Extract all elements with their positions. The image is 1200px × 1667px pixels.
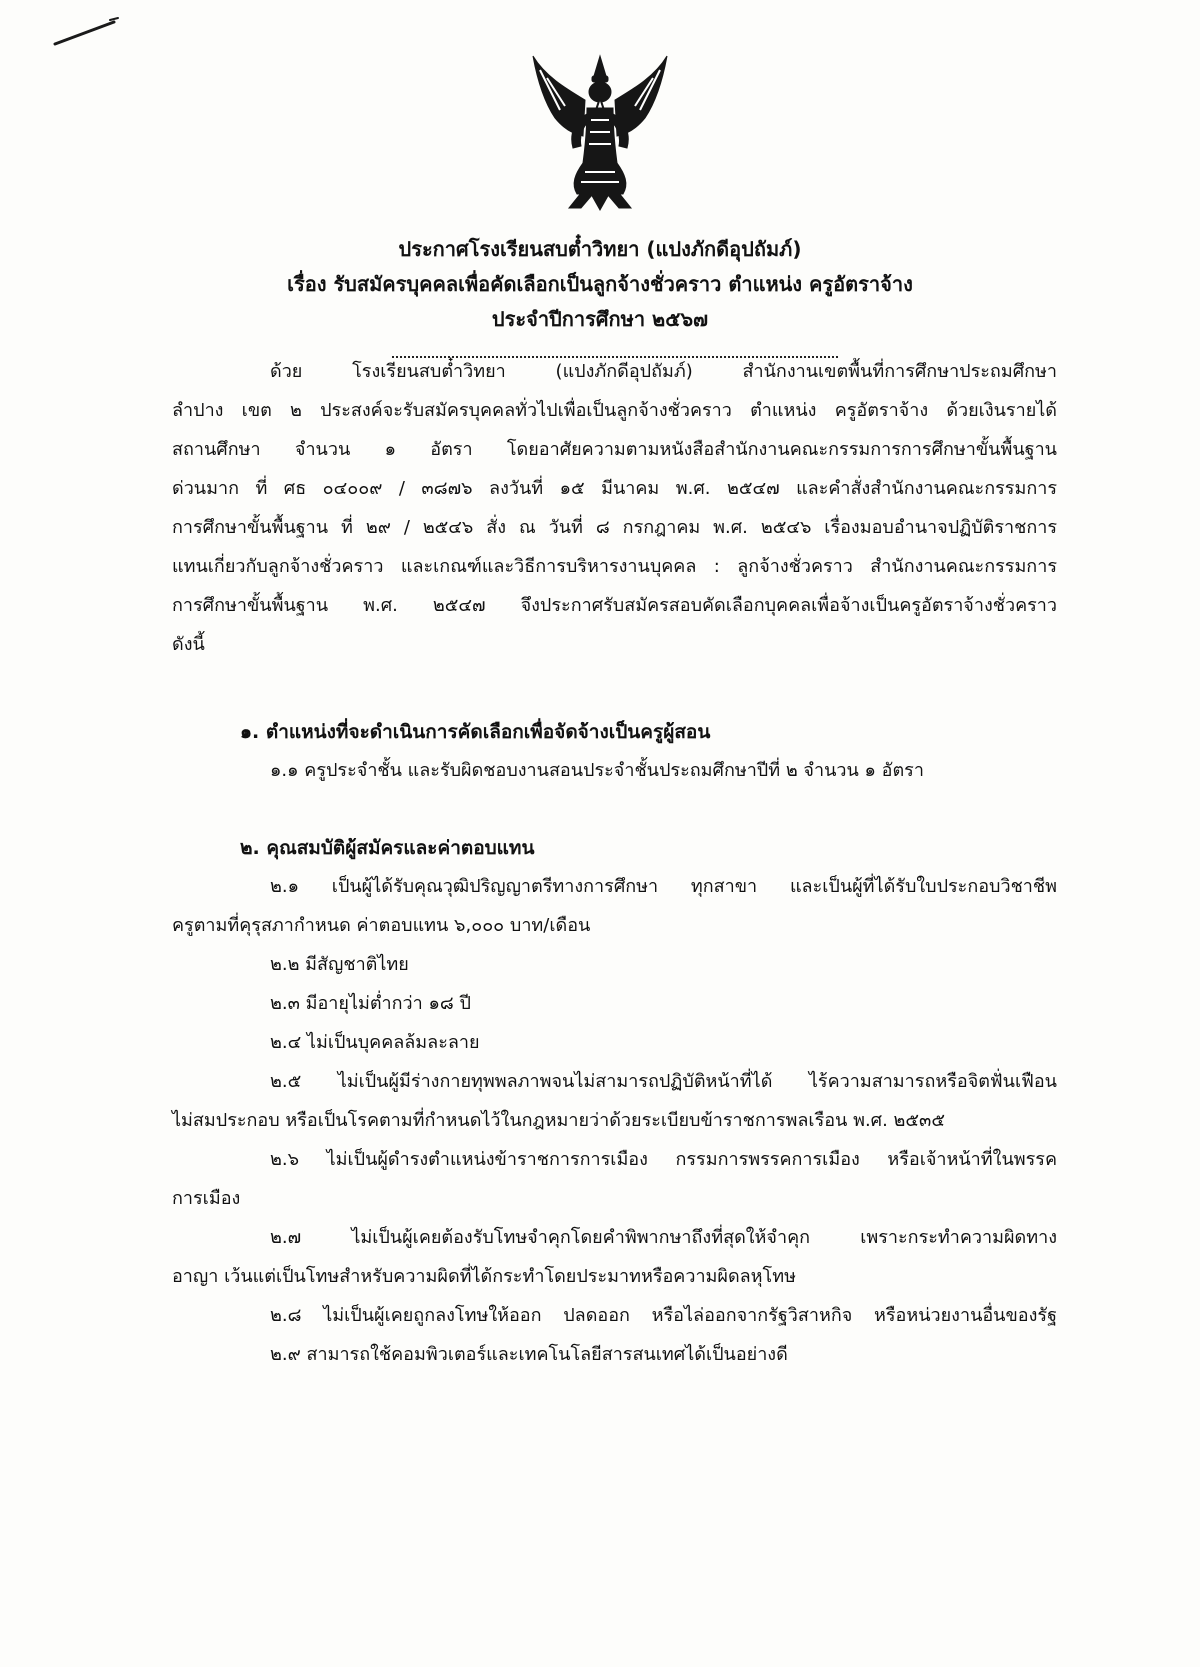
section-2-item-6a: ๒.๖ ไม่เป็นผู้ดำรงตำแหน่งข้าราชการการเมือง กรรมการพรรคการเมือง หรือเจ้าหน้าที่ในพรรค bbox=[270, 1149, 1057, 1170]
section-2-item-6b: การเมือง bbox=[172, 1188, 241, 1209]
section-1-item-1: ๑.๑ ครูประจำชั้น และรับผิดชอบงานสอนประจำชั้นประถมศึกษาปีที่ ๒ จำนวน ๑ อัตรา bbox=[270, 760, 924, 781]
section-1-title: ๑. ตำแหน่งที่จะดำเนินการคัดเลือกเพื่อจัดจ้างเป็นครูผู้สอน bbox=[240, 721, 711, 743]
section-2-item-7a: ๒.๗ ไม่เป็นผู้เคยต้องรับโทษจำคุกโดยคำพิพากษาถึงที่สุดให้จำคุก เพราะกระทำความผิดทาง bbox=[270, 1227, 1057, 1248]
intro-line-6: แทนเกี่ยวกับลูกจ้างชั่วคราว และเกณฑ์และวิธีการบริหารงานบุคคล : ลูกจ้างชั่วคราว สำนักงานคณะกรรมการ bbox=[172, 556, 1057, 577]
intro-line-3: สถานศึกษา จำนวน ๑ อัตรา โดยอาศัยความตามหนังสือสำนักงานคณะกรรมการการศึกษาขั้นพื้นฐาน bbox=[172, 439, 1057, 460]
section-2-item-4: ๒.๔ ไม่เป็นบุคคลล้มละลาย bbox=[270, 1032, 480, 1053]
garuda-emblem-icon bbox=[525, 48, 675, 213]
section-2-item-7b: อาญา เว้นแต่เป็นโทษสำหรับความผิดที่ได้กระทำโดยประมาทหรือความผิดลหุโทษ bbox=[172, 1266, 796, 1287]
intro-line-4: ด่วนมาก ที่ ศธ ๐๔๐๐๙ / ๓๘๗๖ ลงวันที่ ๑๕ มีนาคม พ.ศ. ๒๕๔๗ และคำสั่งสำนักงานคณะกรรมการ bbox=[172, 478, 1057, 499]
announcement-title: ประกาศโรงเรียนสบต๋ำวิทยา (แปงภักดีอุปถัมภ์) bbox=[398, 237, 802, 261]
section-2-title: ๒. คุณสมบัติผู้สมัครและค่าตอบแทน bbox=[240, 837, 535, 859]
pen-mark bbox=[52, 14, 122, 54]
section-2-item-3: ๒.๓ มีอายุไม่ต่ำกว่า ๑๘ ปี bbox=[270, 993, 471, 1014]
announcement-subject: เรื่อง รับสมัครบุคคลเพื่อคัดเลือกเป็นลูกจ้างชั่วคราว ตำแหน่ง ครูอัตราจ้าง bbox=[287, 272, 913, 296]
intro-line-2: ลำปาง เขต ๒ ประสงค์จะรับสมัครบุคคลทั่วไปเพื่อเป็นลูกจ้างชั่วคราว ตำแหน่ง ครูอัตราจ้าง ด้วยเงินรายได้ bbox=[172, 400, 1057, 421]
intro-line-5: การศึกษาขั้นพื้นฐาน ที่ ๒๙ / ๒๕๔๖ สั่ง ณ วันที่ ๘ กรกฎาคม พ.ศ. ๒๕๔๖ เรื่องมอบอำนาจปฏิบัติราชการ bbox=[172, 517, 1057, 538]
intro-line-7: การศึกษาขั้นพื้นฐาน พ.ศ. ๒๕๔๗ จึงประกาศรับสมัครสอบคัดเลือกบุคคลเพื่อจ้างเป็นครูอัตราจ้างชั่วคราว bbox=[172, 595, 1057, 616]
section-2-item-9: ๒.๙ สามารถใช้คอมพิวเตอร์และเทคโนโลยีสารสนเทศได้เป็นอย่างดี bbox=[270, 1344, 788, 1365]
intro-line-8: ดังนี้ bbox=[172, 634, 205, 655]
section-2-item-5a: ๒.๕ ไม่เป็นผู้มีร่างกายทุพพลภาพจนไม่สามารถปฏิบัติหน้าที่ได้ ไร้ความสามารถหรือจิตฟั่นเฟือน bbox=[270, 1071, 1057, 1092]
section-2-item-1b: ครูตามที่คุรุสภากำหนด ค่าตอบแทน ๖,๐๐๐ บาท/เดือน bbox=[172, 915, 591, 936]
section-2-item-5b: ไม่สมประกอบ หรือเป็นโรคตามที่กำหนดไว้ในกฎหมายว่าด้วยระเบียบข้าราชการพลเรือน พ.ศ. ๒๕๓๕ bbox=[172, 1110, 945, 1131]
academic-year: ประจำปีการศึกษา ๒๕๖๗ bbox=[491, 307, 709, 331]
section-2-item-1a: ๒.๑ เป็นผู้ได้รับคุณวุฒิปริญญาตรีทางการศึกษา ทุกสาขา และเป็นผู้ที่ได้รับใบประกอบวิชาชีพ bbox=[270, 876, 1057, 897]
section-2-item-8: ๒.๘ ไม่เป็นผู้เคยถูกลงโทษให้ออก ปลดออก หรือไล่ออกจากรัฐวิสาหกิจ หรือหน่วยงานอื่นของรัฐ bbox=[270, 1305, 1057, 1326]
section-2-item-2: ๒.๒ มีสัญชาติไทย bbox=[270, 954, 409, 975]
intro-line-1: ด้วย โรงเรียนสบต๋ำวิทยา (แปงภักดีอุปถัมภ์) สำนักงานเขตพื้นที่การศึกษาประถมศึกษา bbox=[270, 361, 1057, 382]
